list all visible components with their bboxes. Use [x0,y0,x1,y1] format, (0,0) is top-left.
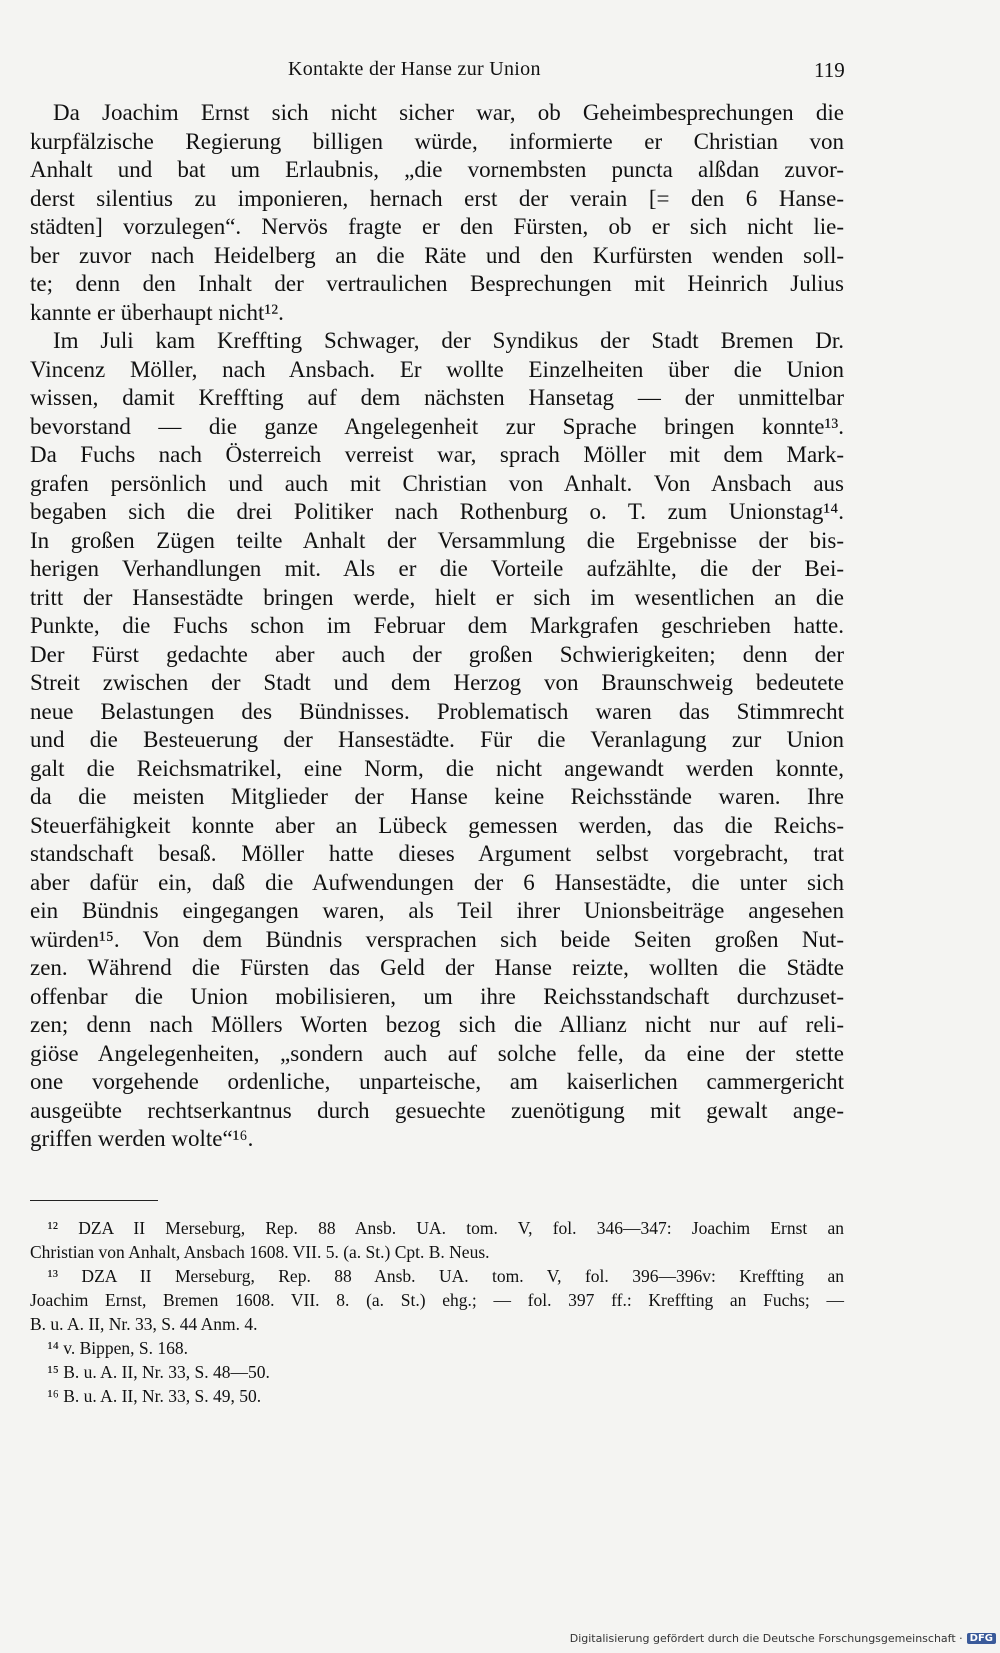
footnotes [30,1216,844,1408]
body-line: Streit zwischen der Stadt und dem Herzog von Braunschweig bedeutete [30,670,844,695]
body-line: standschaft besaß. Möller hatte dieses Argument selbst vorgebracht, trat [30,841,844,866]
body-line: Steuerfähigkeit konnte aber an Lübeck gemessen werden, das die Reichs- [30,812,844,838]
body-line: In großen Zügen teilte Anhalt der Versammlung die Ergebnisse der bis- [30,527,844,553]
footnote-line: B. u. A. II, Nr. 33, S. 44 Anm. 4. [30,1314,258,1334]
body-line: giöse Angelegenheiten, „sondern auch auf solche felle, da eine der stette [30,1040,844,1066]
body-line: te; denn den Inhalt der vertraulichen Besprechungen mit Heinrich Julius [30,271,844,296]
digitization-credit [570,1632,996,1645]
body-line: kannte er überhaupt nicht¹². [30,299,284,325]
footnote-line: Christian von Anhalt, Ansbach 1608. VII. 5. (a. St.) Cpt. B. Neus. [30,1242,490,1262]
body-line: offenbar die Union mobilisieren, um ihre Reichsstandschaft durchzuset- [30,983,844,1009]
footnote-line: ¹² DZA II Merseburg, Rep. 88 Ansb. UA. tom. V, fol. 346—347: Joachim Ernst an [30,1218,844,1238]
body-line: Vincenz Möller, nach Ansbach. Er wollte Einzelheiten über die Union [30,356,844,382]
body-line: Im Juli kam Kreffting Schwager, der Syndikus der Stadt Bremen Dr. [30,328,844,353]
credit-text: Digitalisierung gefördert durch die Deutsche Forschungsgemeinschaft · [569,1632,963,1645]
body-line: neue Belastungen des Bündnisses. Problematisch waren das Stimmrecht [30,698,844,724]
body-text [30,99,844,1154]
body-line: Da Joachim Ernst sich nicht sicher war, ob Geheimbesprechungen die [30,100,844,125]
body-line: Anhalt und bat um Erlaubnis, „die vornembsten puncta alßdan zuvor- [30,157,844,182]
body-line: da die meisten Mitglieder der Hanse keine Reichsstände waren. Ihre [30,784,844,809]
body-line: Der Fürst gedachte aber auch der großen Schwierigkeiten; denn der [30,641,844,667]
page-number: 119 [814,58,845,82]
body-line: würden¹⁵. Von dem Bündnis versprachen sich beide Seiten großen Nut- [30,926,844,952]
body-line: herigen Verhandlungen mit. Als er die Vorteile aufzählte, die der Bei- [30,556,844,581]
footnote-separator [30,1200,158,1201]
body-line: tritt der Hansestädte bringen werde, hielt er sich im wesentlichen an die [30,584,844,610]
body-line: wissen, damit Kreffting auf dem nächsten Hansetag — der unmittelbar [30,385,844,410]
running-header [0,58,1000,88]
footnote-line: ¹³ DZA II Merseburg, Rep. 88 Ansb. UA. tom. V, fol. 396—396v: Kreffting an [30,1266,844,1286]
body-line: städten] vorzulegen“. Nervös fragte er den Fürsten, ob er sich nicht lie- [30,214,844,239]
body-line: zen; denn nach Möllers Worten bezog sich die Allianz nicht nur auf reli- [30,1012,844,1037]
body-line: griffen werden wolte“¹⁶. [30,1126,254,1151]
body-line: ber zuvor nach Heidelberg an die Räte und den Kurfürsten wenden soll- [30,242,844,268]
footnote-line: ¹⁶ B. u. A. II, Nr. 33, S. 49, 50. [30,1386,262,1406]
body-line: Punkte, die Fuchs schon im Februar dem Markgrafen geschrieben hatte. [30,613,844,638]
body-line: bevorstand — die ganze Angelegenheit zur Sprache bringen konnte¹³. [30,413,844,439]
body-line: one vorgehende ordenliche, unparteische, am kaiserlichen cammergericht [30,1069,844,1094]
body-line: derst silentius zu imponieren, hernach erst der verain [= den 6 Hanse- [30,185,844,211]
body-line: Da Fuchs nach Österreich verreist war, sprach Möller mit dem Mark- [30,442,844,467]
footnote-line: ¹⁵ B. u. A. II, Nr. 33, S. 48—50. [30,1362,270,1382]
dfg-logo: DFG [967,1633,996,1644]
body-line: grafen persönlich und auch mit Christian von Anhalt. Von Ansbach aus [30,470,844,496]
body-line: begaben sich die drei Politiker nach Rothenburg o. T. zum Unionstag¹⁴. [30,499,844,524]
body-line: zen. Während die Fürsten das Geld der Hanse reizte, wollten die Städte [30,955,844,980]
footnote-line: Joachim Ernst, Bremen 1608. VII. 8. (a. St.) ehg.; — fol. 397 ff.: Kreffting an Fuchs; — [30,1290,844,1310]
footnote-line: ¹⁴ v. Bippen, S. 168. [30,1338,188,1358]
body-line: kurpfälzische Regierung billigen würde, informierte er Christian von [30,128,844,154]
running-title: Kontakte der Hanse zur Union [288,58,541,80]
body-line: und die Besteuerung der Hansestädte. Für die Veranlagung zur Union [30,727,844,752]
body-line: aber dafür ein, daß die Aufwendungen der 6 Hansestädte, die unter sich [30,869,844,895]
body-line: ausgeübte rechtserkantnus durch gesuechte zuenötigung mit gewalt ange- [30,1097,844,1123]
body-line: ein Bündnis eingegangen waren, als Teil ihrer Unionsbeiträge angesehen [30,898,844,923]
body-line: galt die Reichsmatrikel, eine Norm, die nicht angewandt werden konnte, [30,755,844,781]
